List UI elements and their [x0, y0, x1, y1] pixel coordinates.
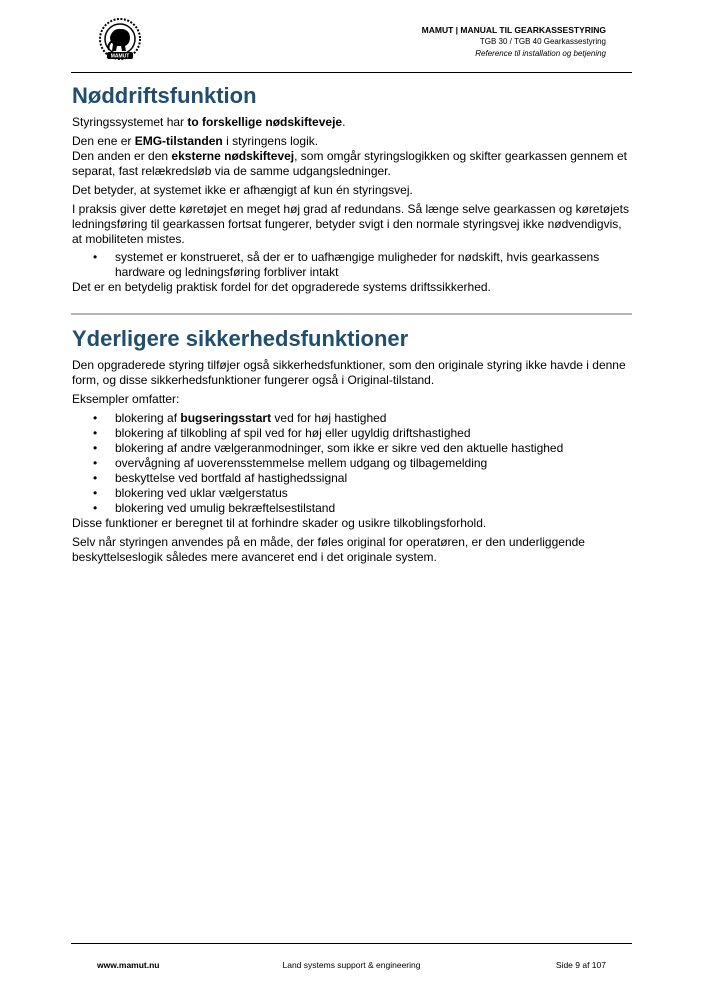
- list-item: • blokering ved umulig bekræftelsestilstand: [115, 501, 632, 516]
- paragraph: Den opgraderede styring tilføjer også sikkerhedsfunktioner, som den originale styring ikke havde i denne form, og disse sikkerhedsfunktioner fungerer også i Original-tilstand.: [72, 358, 626, 387]
- footer-divider: [71, 943, 632, 944]
- document-header: [422, 24, 606, 60]
- section-safety-functions: [72, 326, 632, 569]
- footer-website: www.mamut.nu: [97, 960, 160, 970]
- list-item: • blokering af andre vælgeranmodninger, som ikke er sikre ved den aktuelle hastighed: [115, 441, 632, 456]
- section-heading: Nøddriftsfunktion: [72, 83, 257, 108]
- list-item: • systemet er konstrueret, så der er to uafhængige muligheder for nødskift, hvis gearkassens hardware og ledningsføring forbliver intakt: [115, 250, 632, 280]
- section-divider: [71, 313, 632, 315]
- paragraph: Styringssystemet har to forskellige nødskifteveje.: [72, 115, 346, 129]
- page-number: Side 9 af 107: [555, 960, 606, 970]
- list-item: • blokering af tilkobling af spil ved for høj eller ugyldig driftshastighed: [115, 426, 632, 441]
- paragraph: Den ene er EMG-tilstanden i styringens logik.: [72, 134, 319, 148]
- list-item: • beskyttelse ved bortfald af hastighedssignal: [115, 471, 632, 486]
- section-heading: Yderligere sikkerhedsfunktioner: [72, 326, 409, 351]
- footer-tagline: Land systems support & engineering: [282, 960, 421, 970]
- header-title: MAMUT | MANUAL TIL GEARKASSESTYRING: [421, 25, 606, 35]
- list-item: • blokering ved uklar vælgerstatus: [115, 486, 632, 501]
- list-item: • overvågning af uoverensstemmelse mellem udgang og tilbagemelding: [115, 456, 632, 471]
- section-emergency-operation: [72, 83, 632, 299]
- paragraph: Disse funktioner er beregnet til at forhindre skader og usikre tilkoblingsforhold.: [72, 516, 487, 530]
- logo-text: MAMUT: [110, 53, 130, 60]
- paragraph: Det betyder, at systemet ikke er afhængigt af kun én styringsvej.: [72, 183, 413, 197]
- paragraph: Den anden er den eksterne nødskiftevej, som omgår styringslogikken og skifter gearkassen gennem et separat, fast relækredsløb via de samme udgangsledninger.: [72, 149, 627, 178]
- header-reference: Reference til installation og betjening: [475, 49, 606, 58]
- bullet-list: [72, 411, 632, 516]
- header-divider: [71, 72, 632, 73]
- mamut-logo-icon: [93, 17, 147, 63]
- paragraph: Eksempler omfatter:: [72, 392, 180, 406]
- paragraph: Det er en betydelig praktisk fordel for det opgraderede systems driftssikkerhed.: [72, 280, 491, 294]
- paragraph: Selv når styringen anvendes på en måde, der føles original for operatøren, er den underliggende beskyttelseslogik således mere avanceret end i det originale system.: [72, 535, 585, 564]
- paragraph: I praksis giver dette køretøjet en meget høj grad af redundans. Så længe selve gearkassen og køretøjets ledningsføring til gearkassen fortsat fungerer, betyder svigt i den normale styringsvej ikke nødvendigvis, at mobiliteten mistes.: [72, 202, 629, 246]
- bullet-list: [72, 250, 632, 280]
- header-subtitle: TGB 30 / TGB 40 Gearkassestyring: [479, 37, 606, 46]
- list-item: • blokering af bugseringsstart ved for høj hastighed: [115, 411, 632, 426]
